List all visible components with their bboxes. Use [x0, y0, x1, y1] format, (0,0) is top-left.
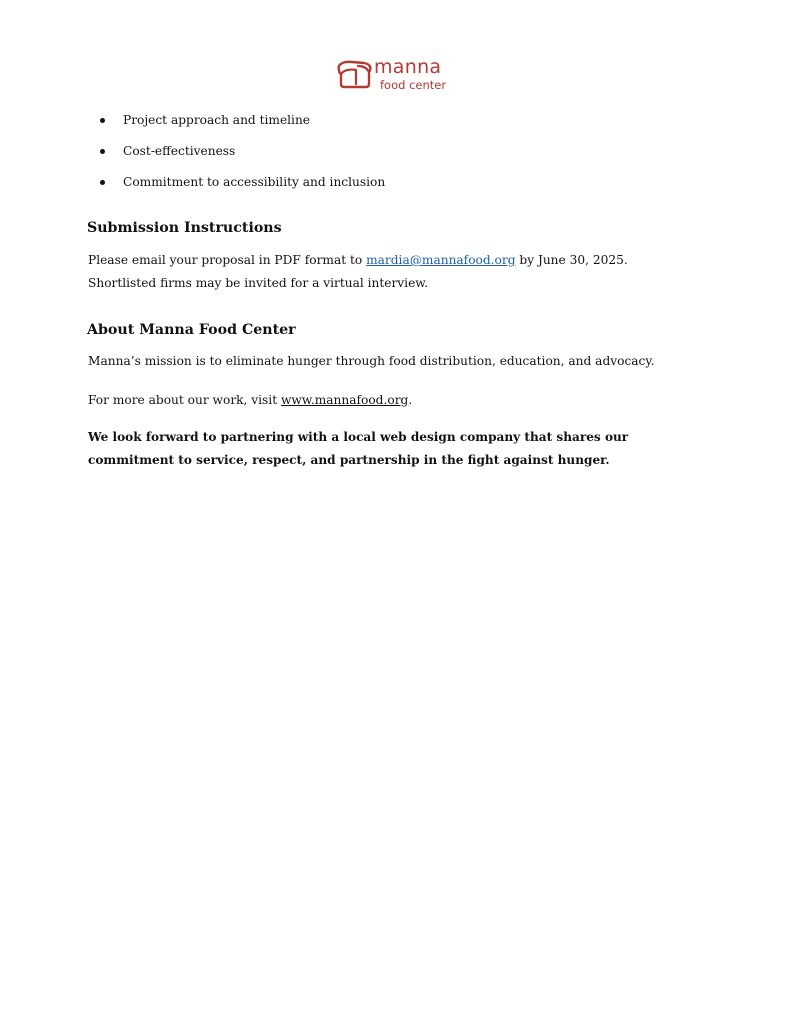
bread-loaf-icon [334, 58, 374, 92]
list-item-text: Cost-effectiveness [123, 144, 236, 158]
submission-text-before: Please email your proposal in PDF format to [88, 253, 367, 267]
bullet-icon [100, 149, 105, 154]
logo-wordmark: manna [374, 56, 442, 78]
bullet-icon [100, 118, 105, 123]
submission-paragraph [88, 249, 698, 295]
list-item-text: Commitment to accessibility and inclusion [123, 175, 386, 189]
list-item-text: Project approach and timeline [123, 113, 311, 127]
website-link[interactable]: www.mannafood.org [280, 393, 409, 407]
more-text-after: . [408, 393, 413, 407]
logo-subtitle: food center [380, 78, 447, 92]
closing-paragraph: We look forward to partnering with a local web design company that shares our commitment to service, respect, and partnership in the fight against hunger. [88, 430, 629, 467]
bullet-icon [100, 180, 105, 185]
submission-heading: Submission Instructions [87, 220, 282, 236]
more-text-before: For more about our work, visit [88, 393, 281, 407]
more-paragraph [88, 389, 698, 412]
submission-text-after: by June 30, 2025. Shortlisted firms may be invited for a virtual interview. [88, 253, 628, 290]
about-heading: About Manna Food Center [87, 322, 296, 338]
email-link[interactable]: mardia@mannafood.org [366, 253, 516, 267]
manna-logo [334, 56, 460, 96]
mission-paragraph: Manna’s mission is to eliminate hunger through food distribution, education, and advocacy. [88, 354, 655, 368]
